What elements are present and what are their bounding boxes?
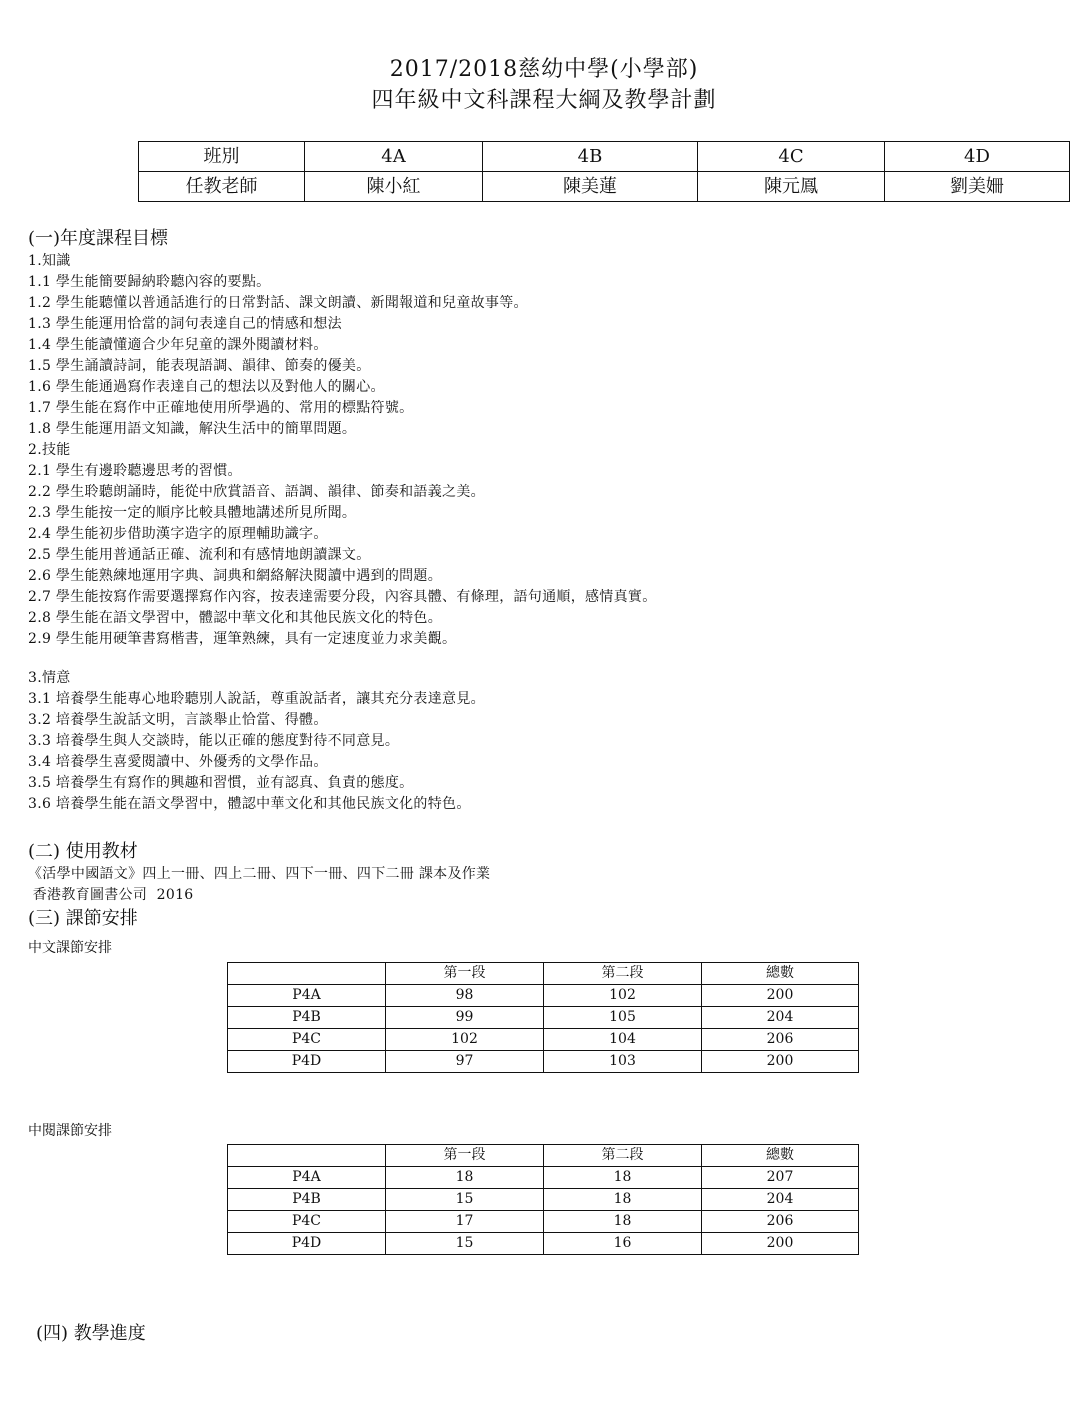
document-title-line1: 2017/2018慈幼中學(小學部) [389, 57, 699, 82]
class-teacher-table [138, 141, 1070, 202]
table-cell: 102 [544, 985, 702, 1007]
knowledge-item: 1.4 學生能讀懂適合少年兒童的課外閱讀材料。 [28, 337, 328, 353]
knowledge-item: 1.2 學生能聽懂以普通話進行的日常對話、課文朗讀、新聞報道和兒童故事等。 [28, 295, 528, 311]
attitude-item: 3.6 培養學生能在語文學習中，體認中華文化和其他民族文化的特色。 [28, 796, 471, 812]
knowledge-item: 1.8 學生能運用語文知識，解決生活中的簡單問題。 [28, 421, 357, 437]
table-row [228, 1189, 859, 1211]
skills-item: 2.6 學生能熟練地運用字典、詞典和網絡解決閱讀中遇到的問題。 [28, 568, 443, 584]
knowledge-item: 1.1 學生能簡要歸納聆聽內容的要點。 [28, 274, 271, 290]
table-header-row [228, 1145, 859, 1167]
attitude-item: 3.3 培養學生與人交談時，能以正確的態度對待不同意見。 [28, 733, 400, 749]
table-cell: P4C [228, 1211, 386, 1233]
table-row [228, 1211, 859, 1233]
teacher-cell: 陳美蓮 [483, 172, 698, 202]
table-cell: 103 [544, 1051, 702, 1073]
table-cell: P4B [228, 1007, 386, 1029]
skills-item: 2.2 學生聆聽朗誦時，能從中欣賞語音、語調、韻律、節奏和語義之美。 [28, 484, 485, 500]
attitude-item: 3.4 培養學生喜愛閱讀中、外優秀的文學作品。 [28, 754, 328, 770]
chinese-schedule-label: 中文課節安排 [28, 940, 112, 956]
skills-item: 2.9 學生能用硬筆書寫楷書，運筆熟練，具有一定速度並力求美觀。 [28, 631, 457, 647]
table-cell: 18 [544, 1189, 702, 1211]
reading-schedule-table [227, 1144, 859, 1255]
table-header-cell: 第一段 [386, 1145, 544, 1167]
knowledge-item: 1.5 學生誦讀詩詞，能表現語調、韻律、節奏的優美。 [28, 358, 371, 374]
knowledge-item: 1.6 學生能通過寫作表達自己的想法以及對他人的關心。 [28, 379, 385, 395]
table-header-cell [228, 963, 386, 985]
class-row-header: 班別 [139, 142, 305, 172]
publisher-line: 香港教育圖書公司 2016 [28, 887, 194, 903]
teacher-cell: 陳小紅 [305, 172, 483, 202]
table-row [228, 1233, 859, 1255]
reading-schedule-label: 中閱課節安排 [28, 1123, 112, 1139]
skills-item: 2.5 學生能用普通話正確、流利和有感情地朗讀課文。 [28, 547, 371, 563]
table-row [228, 1051, 859, 1073]
table-cell: 18 [386, 1167, 544, 1189]
table-cell: 18 [544, 1211, 702, 1233]
table-cell: 204 [702, 1189, 859, 1211]
attitude-item: 3.2 培養學生說話文明，言談舉止恰當、得體。 [28, 712, 328, 728]
textbook-line: 《活學中國語文》四上一冊、四上二冊、四下一冊、四下二冊 課本及作業 [28, 866, 491, 882]
table-cell: 15 [386, 1233, 544, 1255]
table-cell: 102 [386, 1029, 544, 1051]
table-header-row [228, 963, 859, 985]
skills-item: 2.1 學生有邊聆聽邊思考的習慣。 [28, 463, 242, 479]
attitude-label: 3.情意 [28, 670, 71, 686]
skills-item: 2.4 學生能初步借助漢字造字的原理輔助識字。 [28, 526, 328, 542]
skills-item: 2.8 學生能在語文學習中，體認中華文化和其他民族文化的特色。 [28, 610, 443, 626]
table-header-cell: 總數 [702, 963, 859, 985]
table-header-cell: 第二段 [544, 963, 702, 985]
teacher-cell: 劉美姍 [885, 172, 1070, 202]
table-row [228, 1167, 859, 1189]
table-cell: 98 [386, 985, 544, 1007]
table-cell: 206 [702, 1211, 859, 1233]
attitude-item: 3.1 培養學生能專心地聆聽別人說話，尊重說話者，讓其充分表達意見。 [28, 691, 485, 707]
section1-heading: (一)年度課程目標 [28, 228, 169, 249]
class-row [139, 142, 1070, 172]
skills-label: 2.技能 [28, 442, 71, 458]
table-header-cell [228, 1145, 386, 1167]
teacher-row-header: 任教老師 [139, 172, 305, 202]
table-cell: P4A [228, 1167, 386, 1189]
table-cell: 204 [702, 1007, 859, 1029]
section2-heading: (二) 使用教材 [28, 841, 138, 862]
table-cell: P4A [228, 985, 386, 1007]
table-cell: P4D [228, 1233, 386, 1255]
knowledge-label: 1.知識 [28, 253, 71, 269]
teacher-row [139, 172, 1070, 202]
table-row [228, 1007, 859, 1029]
knowledge-item: 1.7 學生能在寫作中正確地使用所學過的、常用的標點符號。 [28, 400, 414, 416]
knowledge-item: 1.3 學生能運用恰當的詞句表達自己的情感和想法 [28, 316, 342, 332]
teacher-cell: 陳元鳳 [698, 172, 885, 202]
table-cell: 200 [702, 985, 859, 1007]
table-cell: 200 [702, 1051, 859, 1073]
table-cell: 17 [386, 1211, 544, 1233]
skills-item: 2.7 學生能按寫作需要選擇寫作內容，按表達需要分段，內容具體、有條理，語句通順，感情真實。 [28, 589, 657, 605]
table-cell: 207 [702, 1167, 859, 1189]
class-cell: 4C [698, 142, 885, 172]
table-header-cell: 總數 [702, 1145, 859, 1167]
table-header-cell: 第一段 [386, 963, 544, 985]
class-cell: 4B [483, 142, 698, 172]
attitude-item: 3.5 培養學生有寫作的興趣和習慣，並有認真、負責的態度。 [28, 775, 414, 791]
table-row [228, 1029, 859, 1051]
table-cell: 15 [386, 1189, 544, 1211]
table-cell: P4C [228, 1029, 386, 1051]
table-cell: 99 [386, 1007, 544, 1029]
table-cell: P4D [228, 1051, 386, 1073]
table-cell: 206 [702, 1029, 859, 1051]
section4-heading: (四) 教學進度 [36, 1323, 146, 1344]
class-cell: 4D [885, 142, 1070, 172]
table-row [228, 985, 859, 1007]
document-title-line2: 四年級中文科課程大綱及教學計劃 [371, 88, 717, 113]
skills-item: 2.3 學生能按一定的順序比較具體地講述所見所聞。 [28, 505, 357, 521]
table-cell: 16 [544, 1233, 702, 1255]
table-header-cell: 第二段 [544, 1145, 702, 1167]
chinese-schedule-table [227, 962, 859, 1073]
section3-heading: (三) 課節安排 [28, 908, 138, 929]
table-cell: P4B [228, 1189, 386, 1211]
table-cell: 104 [544, 1029, 702, 1051]
table-cell: 200 [702, 1233, 859, 1255]
table-cell: 18 [544, 1167, 702, 1189]
table-cell: 97 [386, 1051, 544, 1073]
class-cell: 4A [305, 142, 483, 172]
table-cell: 105 [544, 1007, 702, 1029]
